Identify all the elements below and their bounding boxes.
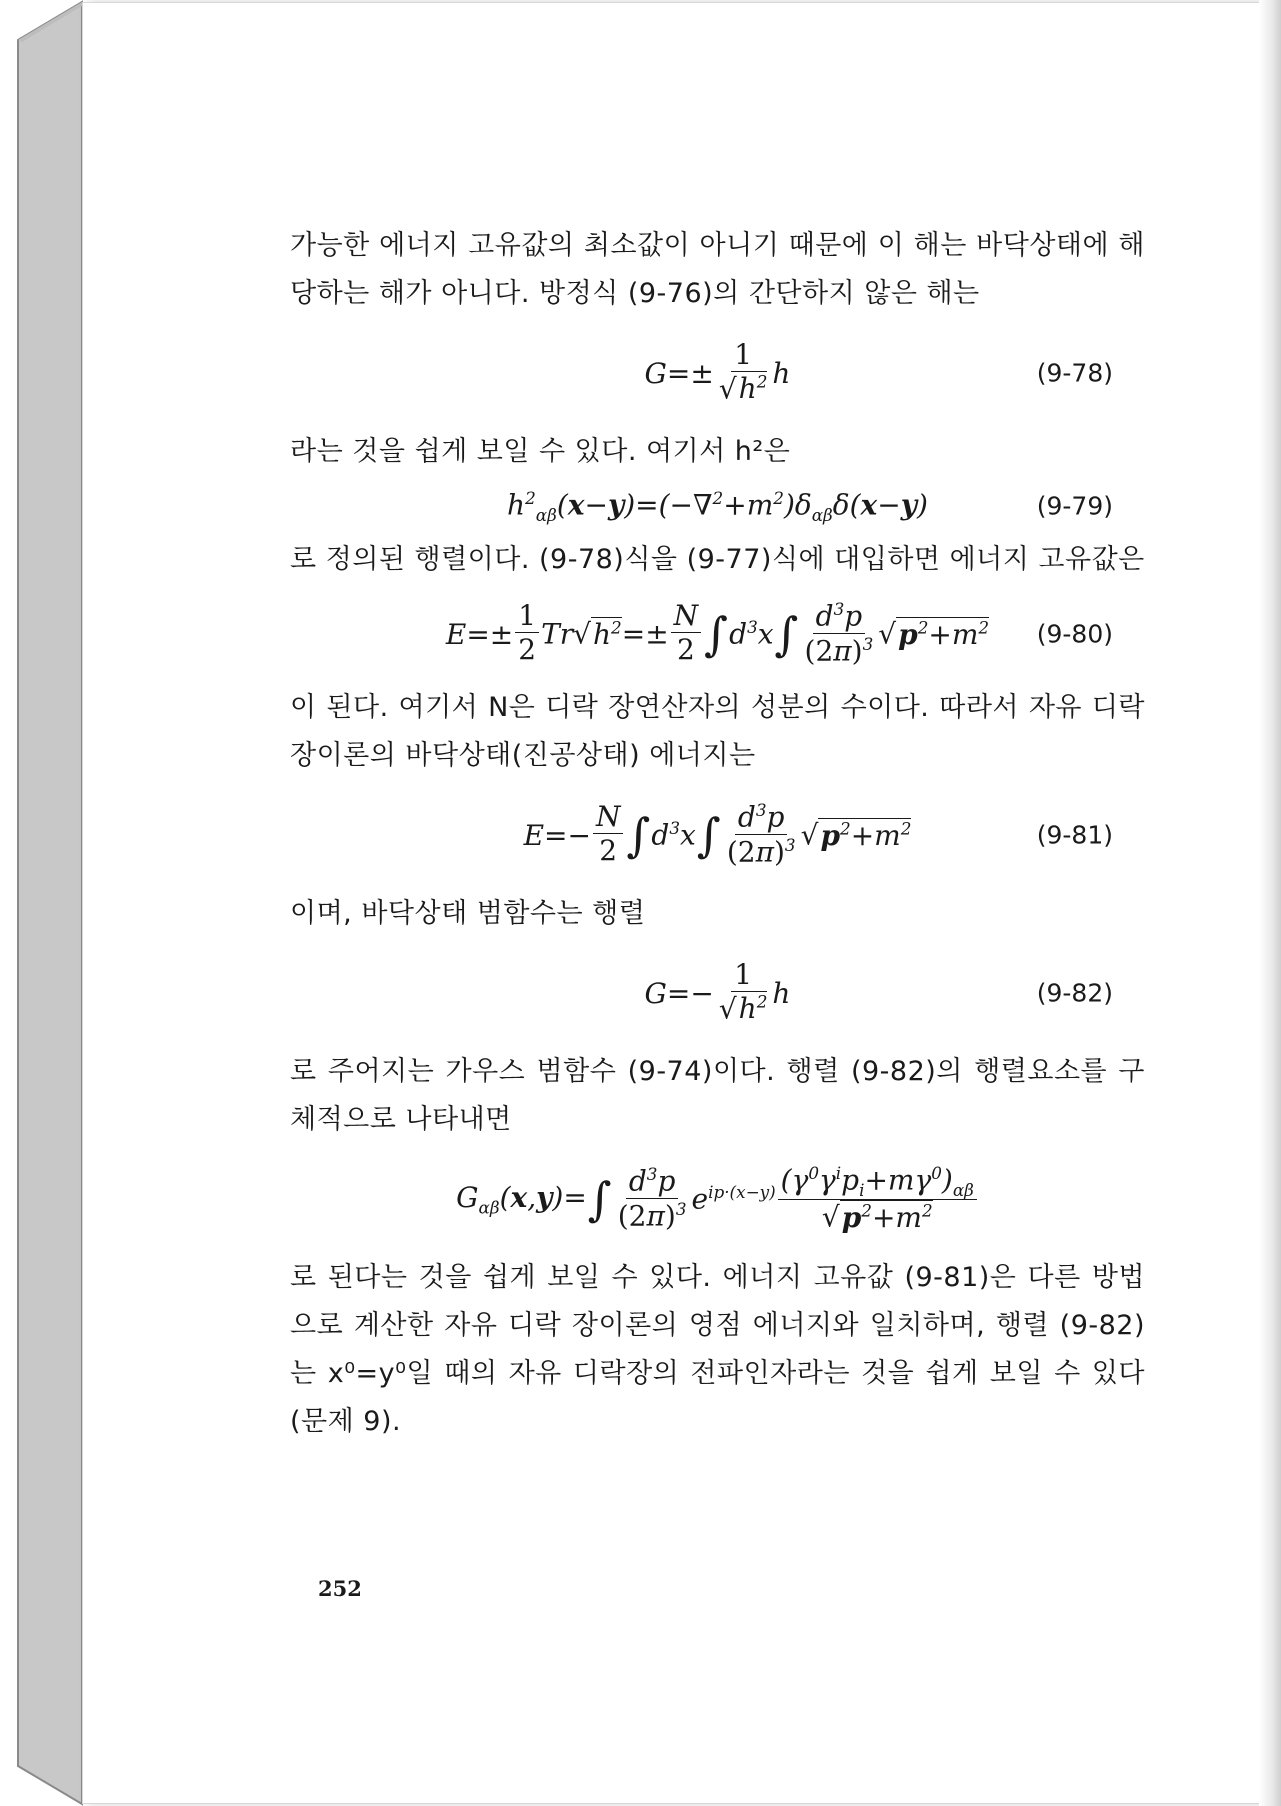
equation-number: (9-80) — [1036, 619, 1113, 649]
equation-9-78: G=± $\frac{1}{√h^2}$ h (9-78) — [644, 338, 1113, 406]
page-number: 252 — [318, 1576, 362, 1601]
equation-propagator: $G_{\alpha\beta}(x,y)=$ ∫ $\frac{d^3p}{(2\pi)^3}$ $e^{ip\cdot(x-y)}$ $\frac{(\gamma^0\gamma^ip_i+m\gamma^0)_{\alpha\beta}}{√p^2+m^2}$ — [290, 1144, 1145, 1254]
paragraph-4: 이 된다. 여기서 N은 디락 장연산자의 성분의 수이다. 따라서 자유 디락 장이론의 바닥상태(진공상태) 에너지는 — [290, 692, 1145, 771]
paragraph-6: 로 주어지는 가우스 범함수 (9-74)이다. 행렬 (9-82)의 행렬요소를 구체적으로 나타내면 — [290, 1056, 1145, 1135]
equation-9-81: E=− $\frac{N}{2}$ ∫ $d^3x$ ∫ $\frac{d^3p}{(2\pi)^3}$ $√p^2+m^2$ (9-81) — [523, 800, 1113, 868]
paragraph-7: 로 된다는 것을 쉽게 보일 수 있다. 에너지 고유값 (9-81)은 다른 방법으로 계산한 자유 디락 장이론의 영점 에너지와 일치하며, 행렬 (9-82)는 x⁰=y⁰일 때의 자유 디락장의 전파인자라는 것을 쉽게 보일 수 있다(문제 9). — [290, 1262, 1145, 1437]
equation-number: (9-78) — [1036, 358, 1113, 388]
paragraph-5: 이며, 바닥상태 범함수는 행렬 — [290, 898, 646, 929]
page-edge — [1259, 0, 1281, 1806]
paragraph-1: 가능한 에너지 고유값의 최소값이 아니기 때문에 이 해는 바닥상태에 해당하는 해가 아니다. 방정식 (9-76)의 간단하지 않은 해는 — [290, 230, 1145, 309]
equation-9-82: G=− $\frac{1}{√h^2}$ h (9-82) — [644, 958, 1113, 1026]
equation-9-79: $h^2_{\alpha\beta}(x-y)=(-\nabla^2+m^2)\delta_{\alpha\beta}\delta(x-y)$ (9-79) — [507, 487, 1113, 525]
equation-9-80: E=± $\frac{1}{2}$ $Tr√h^2=\pm$ $\frac{N}{2}$ ∫ $d^3x$ ∫ $\frac{d^3p}{(2\pi)^3}$ $√p^2+m^2$ (9-80) — [445, 599, 1113, 667]
paragraph-3: 로 정의된 행렬이다. (9-78)식을 (9-77)식에 대입하면 에너지 고유값은 — [290, 544, 1145, 575]
equation-number: (9-81) — [1036, 820, 1113, 850]
page-content — [290, 222, 1145, 1446]
equation-number: (9-79) — [1036, 491, 1113, 521]
paragraph-2: 라는 것을 쉽게 보일 수 있다. 여기서 h²은 — [290, 436, 791, 467]
equation-number: (9-82) — [1036, 978, 1113, 1008]
